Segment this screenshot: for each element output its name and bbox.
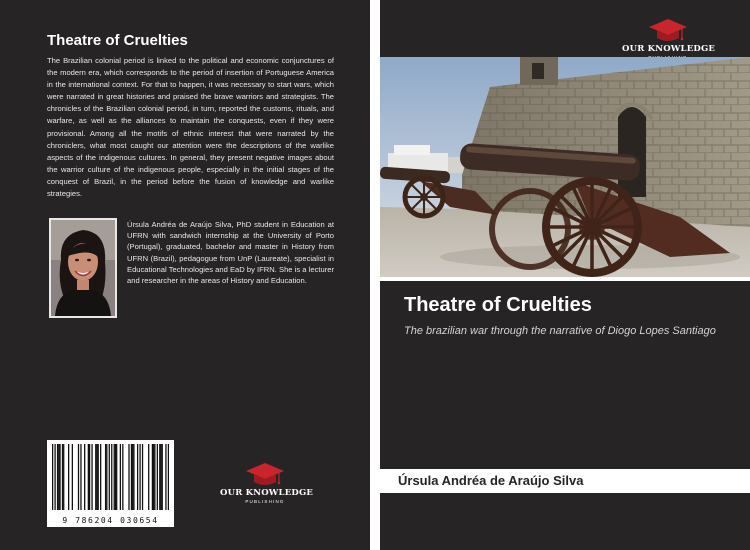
graduation-cap-icon — [245, 462, 285, 488]
graduation-cap-icon — [648, 18, 688, 44]
publisher-logo-front — [622, 18, 714, 60]
barcode-bar — [109, 444, 110, 510]
barcode-bars — [52, 444, 169, 510]
author-photo — [49, 218, 117, 318]
author-name-bar — [380, 469, 750, 493]
barcode-bar — [57, 444, 58, 510]
front-cover-title: Theatre of Cruelties — [404, 294, 592, 316]
barcode-bar — [89, 444, 90, 510]
author-name: Úrsula Andréa de Araújo Silva — [398, 473, 584, 488]
barcode-bar — [160, 444, 161, 510]
barcode-bar — [98, 444, 99, 510]
publisher-tagline: PUBLISHING — [245, 499, 285, 504]
barcode-bar — [116, 444, 117, 510]
publisher-logo-back — [220, 462, 314, 504]
barcode-bar — [154, 444, 155, 510]
barcode-bar — [96, 444, 97, 510]
barcode-bar — [165, 444, 166, 510]
barcode-bar — [95, 444, 96, 510]
barcode-bar — [159, 444, 160, 510]
barcode-bar — [153, 444, 154, 510]
publisher-name: OUR KNOWLEDGE — [622, 44, 716, 54]
author-bio: Úrsula Andréa de Araújo Silva, PhD student in Education at UFRN with sandwich internship at the University of Porto (Portugal), graduated, bachelor and master in History from UFRN (Brazil), pedagogue from UnP (Laureate), specialist in Educational Technologies and EaD by IFRN. She is a lecturer and researcher in the areas of History and Education. — [127, 220, 334, 286]
barcode-bar — [105, 444, 106, 510]
photo-divider — [380, 277, 750, 281]
back-cover-title: Theatre of Cruelties — [47, 32, 188, 49]
barcode-bar — [62, 444, 63, 510]
barcode-bar — [152, 444, 153, 510]
isbn-number: 9 786204 030654 — [62, 516, 159, 525]
barcode-bar — [162, 444, 163, 510]
barcode-bar — [131, 444, 132, 510]
barcode-bar — [54, 444, 55, 510]
barcode-bar — [128, 444, 129, 510]
barcode-bar — [132, 444, 133, 510]
barcode-bar — [84, 444, 85, 510]
barcode-bar — [59, 444, 60, 510]
publisher-name: OUR KNOWLEDGE — [220, 488, 314, 498]
barcode-bar — [106, 444, 107, 510]
barcode-bar — [63, 444, 64, 510]
barcode-bar — [52, 444, 53, 510]
barcode-bar — [142, 444, 143, 510]
barcode-bar — [122, 444, 123, 510]
barcode-bar — [91, 444, 92, 510]
cover-photo-cannons — [380, 57, 750, 277]
barcode-bar — [133, 444, 134, 510]
barcode-bar — [100, 444, 101, 510]
back-cover — [0, 0, 370, 550]
barcode-bar — [111, 444, 112, 510]
front-cover-subtitle: The brazilian war through the narrative of Diogo Lopes Santiago — [404, 325, 716, 337]
barcode-bar — [157, 444, 158, 510]
barcode-bar — [68, 444, 69, 510]
isbn-barcode — [47, 440, 174, 527]
barcode-bar — [114, 444, 115, 510]
barcode-bar — [78, 444, 79, 510]
barcode-bar — [137, 444, 138, 510]
barcode-bar — [168, 444, 169, 510]
front-cover — [380, 0, 750, 550]
barcode-bar — [115, 444, 116, 510]
barcode-bar — [88, 444, 89, 510]
barcode-bar — [148, 444, 149, 510]
book-blurb: The Brazilian colonial period is linked to the political and economic conjunctures of the modern era, which corresponds to the period of insertion of Portuguese America in the international context. For that to happen, it was necessary to start wars, which were narrated in great histories and praised the brave warriors and strategists. The chronicles of the Brazilian colonial period, in turn, reported the customs, rituals, and warfare, as well as the alliances to maintain the conquests, even if they were provisional. Among all the motifs of ethnic interest that were narrated by the chroniclers, what most caught our attention were the descriptions of the warlike aspects of the indigenous cultures. In general, they present negative images about the warrior culture of the indigenous people, especially in the initial stages of the conquest of Brazil, in the period before the fusion of knowledge and warlike strategies. — [47, 56, 334, 199]
barcode-bar — [139, 444, 140, 510]
barcode-bar — [120, 444, 121, 510]
barcode-bar — [72, 444, 73, 510]
barcode-bar — [80, 444, 81, 510]
spine — [370, 0, 380, 550]
barcode-bar — [58, 444, 59, 510]
